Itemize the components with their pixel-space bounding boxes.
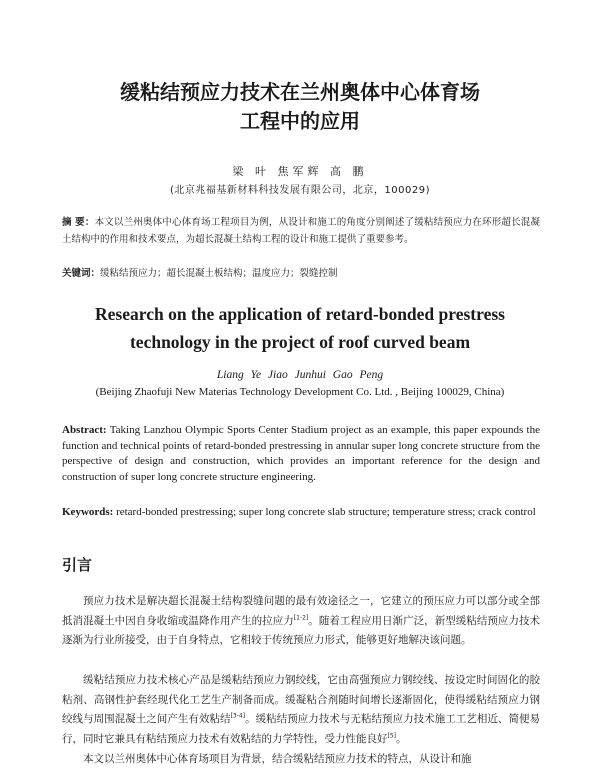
english-keywords-label: Keywords:	[62, 506, 114, 518]
english-affiliation: (Beijing Zhaofuji New Materias Technology Development Co. Ltd. , Beijing 100029, China)	[95, 386, 505, 398]
english-title-line-2: technology in the project of roof curved beam	[129, 332, 471, 352]
english-authors: Liang Ye Jiao Junhui Gao Peng	[216, 369, 384, 381]
paragraph-1-text: 预应力技术是解决超长混凝土结构裂缝问题的最有效途径之一，它建立的预压应力可以部分或全部抵消混凝土中因自身收缩或温降作用产生的拉应力	[62, 595, 540, 627]
paragraph-1-tail: 。随着工程应用日渐广泛，新型缓粘结预应力技术逐渐为行业所接受，由于自身特点，它相较于传统预应力形式，能够更好地解决该问题。	[62, 614, 541, 646]
chinese-title-line-1: 缓粘结预应力技术在兰州奥体中心体育场	[120, 80, 480, 104]
chinese-authors: 梁 叶 焦军辉 高 鹏	[232, 165, 368, 178]
section-heading-introduction: 引言	[62, 556, 93, 574]
body-paragraph-3	[62, 750, 540, 770]
body-paragraph-2	[62, 671, 540, 749]
citation-ref: [5]	[387, 732, 396, 739]
paragraph-2-text: 缓粘结预应力技术核心产品是缓粘结预应力钢绞线，它由高强预应力钢绞线、按设定时间固化的胶粘剂、高钢性护套经现代化工艺生产制备而成。缓凝粘合剂随时间增长逐渐固化，使得缓粘结预应力钢绞线与周围混凝土之间产生有效粘结	[62, 674, 540, 725]
paragraph-2-mid: 。缓粘结预应力技术与无粘结预应力技术施工工艺相近、简便易行，同时它兼具有粘结预应力技术有效粘结的力学特性，受力性能良好	[62, 713, 541, 745]
english-abstract-text: Taking Lanzhou Olympic Sports Center Stadium project as an example, this paper expounds the function and technical points of retard-bonded prestressing in annular super long concrete structure from the perspective of design and construction, which provides an important reference for the design and construction of super long concrete structure engineering.	[62, 424, 540, 483]
chinese-title-line-2: 工程中的应用	[240, 109, 360, 133]
english-keywords-text: retard-bonded prestressing; super long concrete slab structure; temperature stress; crack control	[113, 506, 536, 518]
citation-ref: [1-2]	[293, 614, 309, 621]
chinese-abstract-label: 摘 要：	[62, 217, 95, 228]
citation-ref: [3-4]	[230, 712, 246, 720]
paragraph-2-tail: 。	[396, 732, 407, 745]
english-title-line-1: Research on the application of retard-bonded prestress	[95, 304, 505, 324]
chinese-affiliation: (北京兆福基新材料科技发展有限公司，北京，100029)	[170, 185, 430, 196]
chinese-keywords-text: 缓粘结预应力；超长混凝土板结构；温度应力；裂缝控制	[100, 268, 338, 279]
chinese-abstract	[62, 214, 540, 248]
chinese-keywords	[62, 265, 540, 282]
english-abstract	[62, 423, 540, 485]
paragraph-3-text: 本文以兰州奥体中心体育场项目为背景，结合缓粘结预应力技术的特点，从设计和施	[83, 753, 472, 765]
english-abstract-label: Abstract:	[62, 424, 107, 436]
chinese-abstract-text: 本文以兰州奥体中心体育场工程项目为例，从设计和施工的角度分别阐述了缓粘结预应力在环形超长混凝土结构中的作用和技术要点，为超长混凝土结构工程的设计和施工提供了重要参考。	[62, 217, 540, 245]
english-keywords	[62, 505, 540, 521]
body-paragraph-1	[62, 592, 540, 651]
chinese-keywords-label: 关键词：	[62, 268, 101, 279]
